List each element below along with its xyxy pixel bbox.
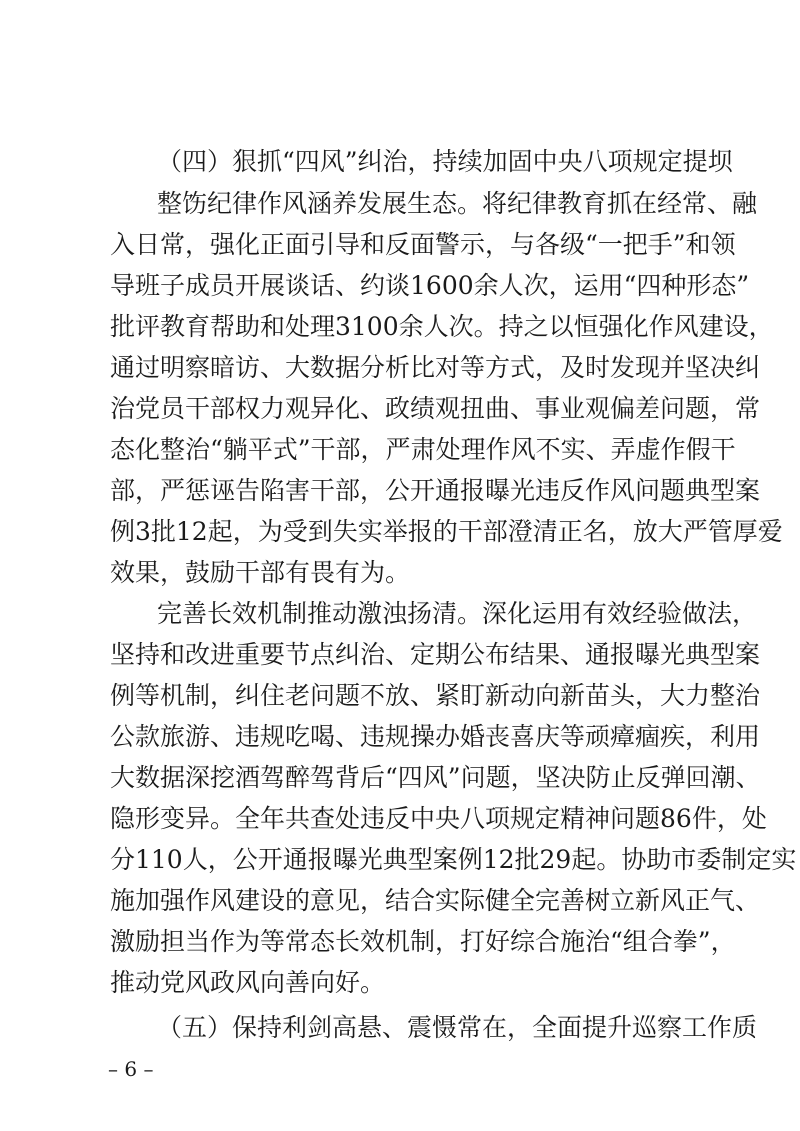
section-5-heading: （五）保持利剑高悬、震慑常在，全面提升巡察工作质 — [157, 1013, 758, 1042]
page-number: – 6 – — [108, 1057, 154, 1081]
paragraph-2-line-9: 激励担当作为等常态长效机制，打好综合施治“组合拳”， — [110, 927, 736, 956]
paragraph-1-line-9: 例3批12起，为受到失实举报的干部澄清正名，放大严管厚爱 — [110, 517, 783, 546]
paragraph-1-line-6: 治党员干部权力观异化、政绩观扭曲、事业观偏差问题，常 — [110, 394, 761, 423]
paragraph-1-line-7: 态化整治“躺平式”干部，严肃处理作风不实、弄虚作假干 — [110, 435, 736, 464]
paragraph-2-line-1: 完善长效机制推动激浊扬清。深化运用有效经验做法， — [157, 599, 758, 628]
paragraph-1-line-3: 导班子成员开展谈话、约谈1600余人次，运用“四种形态” — [110, 271, 750, 300]
paragraph-1-line-2: 入日常，强化正面引导和反面警示，与各级“一把手”和领 — [110, 230, 736, 259]
paragraph-2-line-8: 施加强作风建设的意见，结合实际健全完善树立新风正气、 — [110, 886, 761, 915]
paragraph-1-line-8: 部，严惩诬告陷害干部，公开通报曝光违反作风问题典型案 — [110, 476, 761, 505]
paragraph-1-line-1: 整饬纪律作风涵养发展生态。将纪律教育抓在经常、融 — [157, 189, 758, 218]
paragraph-2-line-10: 推动党风政风向善向好。 — [110, 968, 386, 997]
paragraph-2-line-3: 例等机制，纠住老问题不放、紧盯新动向新苗头，大力整治 — [110, 681, 761, 710]
paragraph-2-line-6: 隐形变异。全年共查处违反中央八项规定精神问题86件，处 — [110, 804, 767, 833]
paragraph-2-line-5: 大数据深挖酒驾醉驾背后“四风”问题，坚决防止反弹回潮、 — [110, 763, 761, 792]
paragraph-2-line-2: 坚持和改进重要节点纠治、定期公布结果、通报曝光典型案 — [110, 640, 761, 669]
paragraph-2-line-7: 分110人，公开通报曝光典型案例12批29起。协助市委制定实 — [110, 845, 797, 874]
paragraph-1-line-10: 效果，鼓励干部有畏有为。 — [110, 558, 411, 587]
paragraph-1-line-5: 通过明察暗访、大数据分析比对等方式，及时发现并坚决纠 — [110, 353, 761, 382]
section-4-heading: （四）狠抓“四风”纠治，持续加固中央八项规定提坝 — [157, 147, 733, 176]
paragraph-2-line-4: 公款旅游、违规吃喝、违规操办婚丧喜庆等顽瘴痼疾，利用 — [110, 722, 761, 751]
paragraph-1-line-4: 批评教育帮助和处理3100余人次。持之以恒强化作风建设， — [110, 312, 774, 341]
